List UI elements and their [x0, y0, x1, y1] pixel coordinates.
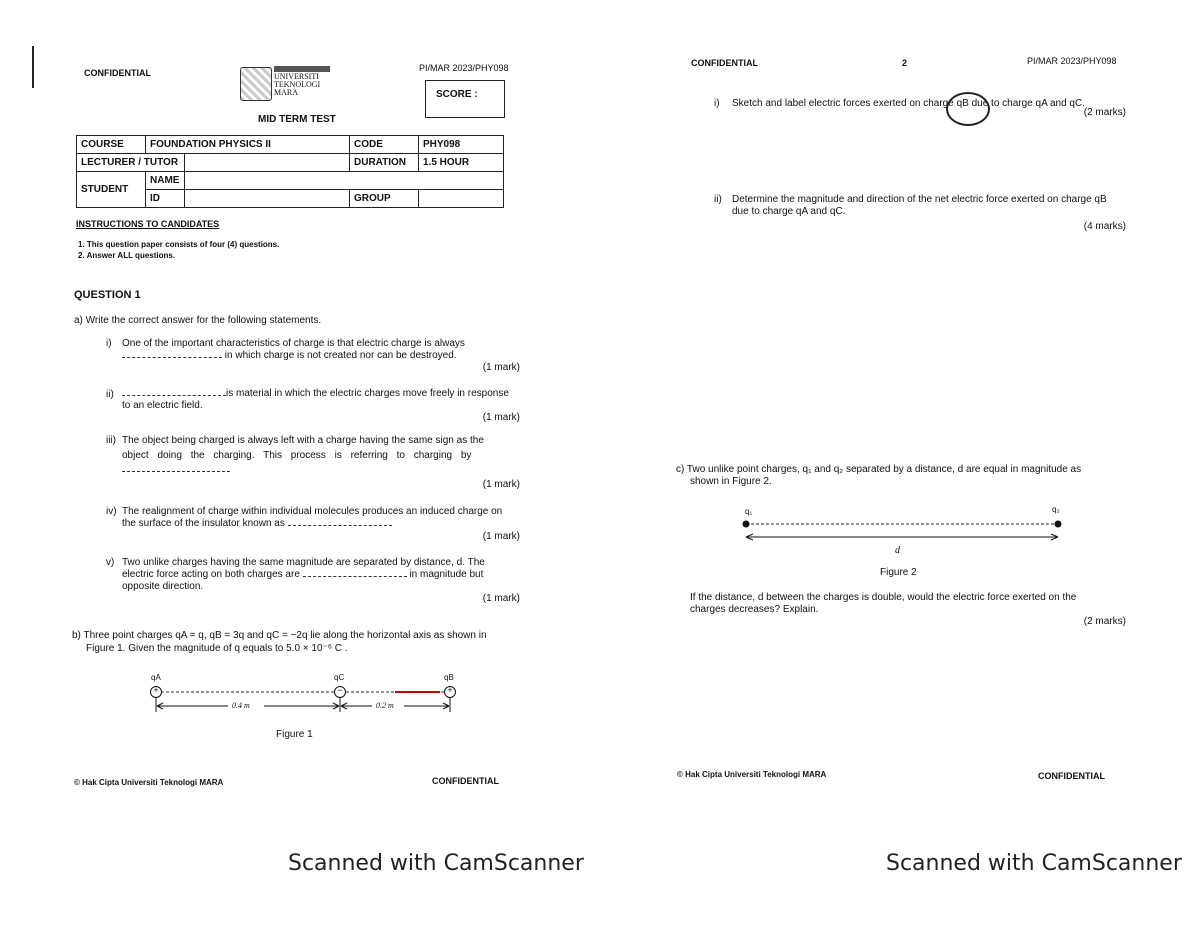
item-iii-line-2: object doing the charging. This process is referring to charging by	[122, 450, 472, 461]
page-number: 2	[902, 58, 908, 68]
item-v-line-2	[122, 569, 483, 581]
paper-code-header: PI/MAR 2023/PHY098	[1027, 56, 1117, 66]
student-label: STUDENT	[77, 172, 146, 208]
confidential-footer: CONFIDENTIAL	[432, 776, 499, 786]
exam-page-1	[0, 0, 600, 840]
item-v-text-2a: electric force acting on both charges are	[122, 569, 300, 580]
item-ii-text-1: is material in which the electric charges move freely in response	[226, 388, 509, 399]
test-title: MID TERM TEST	[258, 114, 336, 125]
marks-label: (1 mark)	[482, 479, 520, 490]
label-qc: qC	[334, 673, 345, 682]
figure-2-caption: Figure 2	[880, 567, 917, 578]
pen-circle-mark	[946, 92, 990, 126]
answer-blank[interactable]	[288, 525, 392, 526]
item-ii-line-1	[122, 388, 509, 400]
item-iii-line-1: The object being charged is always left with a charge having the same sign as the	[122, 435, 484, 446]
part-c-question-line-2: charges decreases? Explain.	[690, 604, 819, 615]
item-ii-line-2: to an electric field.	[122, 400, 203, 411]
group-label: GROUP	[350, 190, 419, 208]
item-i-text-2: in which charge is not created nor can be destroyed.	[224, 350, 457, 361]
label-qa: qA	[151, 673, 161, 682]
duration-value: 1.5 HOUR	[419, 154, 504, 172]
copyright-footer: © Hak Cipta Universiti Teknologi MARA	[677, 770, 827, 779]
score-label: SCORE :	[436, 89, 478, 100]
item-i-line-2	[122, 350, 457, 362]
question-ii-line-2: due to charge qA and qC.	[732, 206, 846, 217]
item-v-line-3: opposite direction.	[122, 581, 204, 592]
answer-blank[interactable]	[122, 395, 226, 396]
distance-label-1: 0.4 m	[232, 701, 250, 710]
part-b-line-1: b) Three point charges qA = q, qB = 3q and qC = −2q lie along the horizontal axis as shown in	[72, 630, 487, 641]
item-number: ii)	[106, 389, 114, 400]
name-label: NAME	[146, 172, 185, 190]
id-value	[185, 190, 350, 208]
instruction-item: 2. Answer ALL questions.	[78, 251, 176, 260]
item-number: i)	[106, 338, 112, 349]
logo-line-2: TEKNOLOGI	[274, 80, 321, 89]
item-iii-line-3	[122, 464, 230, 476]
table-row	[77, 136, 504, 154]
scan-edge-mark	[32, 46, 34, 88]
distance-label-d: d	[895, 545, 900, 556]
distance-label-2: 0.2 m	[376, 701, 394, 710]
marks-label: (4 marks)	[1083, 221, 1126, 232]
marks-label: (2 marks)	[1083, 107, 1126, 118]
course-info-table	[76, 135, 504, 208]
logo-line-3: MARA	[274, 88, 299, 97]
copyright-footer: © Hak Cipta Universiti Teknologi MARA	[74, 778, 224, 787]
paper-code-header: PI/MAR 2023/PHY098	[419, 63, 509, 73]
figure-1-diagram	[140, 668, 470, 718]
item-iv-text-2: the surface of the insulator known as	[122, 518, 285, 529]
item-number: i)	[714, 98, 720, 109]
item-iv-line-1: The realignment of charge within individual molecules produces an induced charge on	[122, 506, 503, 517]
marks-label: (1 mark)	[482, 362, 520, 373]
answer-blank[interactable]	[122, 471, 230, 472]
table-row	[77, 154, 504, 172]
exam-page-2	[600, 0, 1200, 840]
confidential-header: CONFIDENTIAL	[84, 68, 151, 78]
part-c-question-line-1: If the distance, d between the charges is double, would the electric force exerted on the	[690, 592, 1077, 603]
item-number: v)	[106, 557, 115, 568]
instruction-item: 1. This question paper consists of four (4) questions.	[78, 240, 280, 249]
marks-label: (2 marks)	[1083, 616, 1126, 627]
question-i-text: Sketch and label electric forces exerted on charge qB due to charge qA and qC.	[732, 98, 1085, 109]
charge-q2-dot	[1055, 521, 1062, 528]
course-value: FOUNDATION PHYSICS II	[146, 136, 350, 154]
course-label: COURSE	[77, 136, 146, 154]
label-qb: qB	[444, 673, 454, 682]
part-c-line-1: c) Two unlike point charges, q₁ and q₂ separated by a distance, d are equal in magnitude as	[676, 464, 1082, 475]
code-label: CODE	[350, 136, 419, 154]
group-value	[419, 190, 504, 208]
confidential-header: CONFIDENTIAL	[691, 58, 758, 68]
question-ii-line-1: Determine the magnitude and direction of the net electric force exerted on charge qB	[732, 194, 1107, 205]
label-q1: q₁	[745, 507, 753, 516]
logo-line-1: UNIVERSITI	[274, 72, 319, 81]
item-number: ii)	[714, 194, 722, 205]
camscanner-watermark: Scanned with CamScanner	[288, 851, 584, 876]
part-b-line-2: Figure 1. Given the magnitude of q equals to 5.0 × 10⁻⁶ C .	[86, 643, 348, 654]
label-q2: q₂	[1052, 505, 1060, 514]
item-number: iii)	[106, 435, 116, 446]
question-1-title: QUESTION 1	[74, 289, 141, 301]
lecturer-value	[185, 154, 350, 172]
instructions-title: INSTRUCTIONS TO CANDIDATES	[76, 219, 220, 229]
marks-label: (1 mark)	[482, 531, 520, 542]
confidential-footer: CONFIDENTIAL	[1038, 771, 1105, 781]
camscanner-watermark: Scanned with CamScanner	[886, 851, 1182, 876]
marks-label: (1 mark)	[482, 412, 520, 423]
answer-blank[interactable]	[303, 576, 407, 577]
table-row	[77, 172, 504, 190]
lecturer-label: LECTURER / TUTOR	[77, 154, 185, 172]
score-box	[425, 80, 505, 118]
duration-label: DURATION	[350, 154, 419, 172]
marks-label: (1 mark)	[482, 593, 520, 604]
id-label: ID	[146, 190, 185, 208]
uitm-logo-icon	[240, 67, 272, 101]
plus-sign: +	[153, 685, 159, 695]
figure-2-diagram	[740, 515, 1070, 545]
name-value	[185, 172, 504, 190]
plus-sign: +	[447, 685, 453, 695]
code-value: PHY098	[419, 136, 504, 154]
uitm-logo-text	[274, 66, 330, 97]
answer-blank[interactable]	[122, 357, 222, 358]
item-v-line-1: Two unlike charges having the same magnitude are separated by distance, d. The	[122, 557, 485, 568]
charge-q1-dot	[743, 521, 750, 528]
item-number: iv)	[106, 506, 117, 517]
item-i-line-1: One of the important characteristics of charge is that electric charge is always	[122, 338, 465, 349]
part-c-line-2: shown in Figure 2.	[690, 476, 772, 487]
figure-1-caption: Figure 1	[276, 729, 313, 740]
part-a-text: a) Write the correct answer for the following statements.	[74, 315, 322, 326]
item-v-text-2b: in magnitude but	[409, 569, 484, 580]
item-iv-line-2	[122, 518, 392, 530]
minus-sign: −	[337, 685, 343, 695]
